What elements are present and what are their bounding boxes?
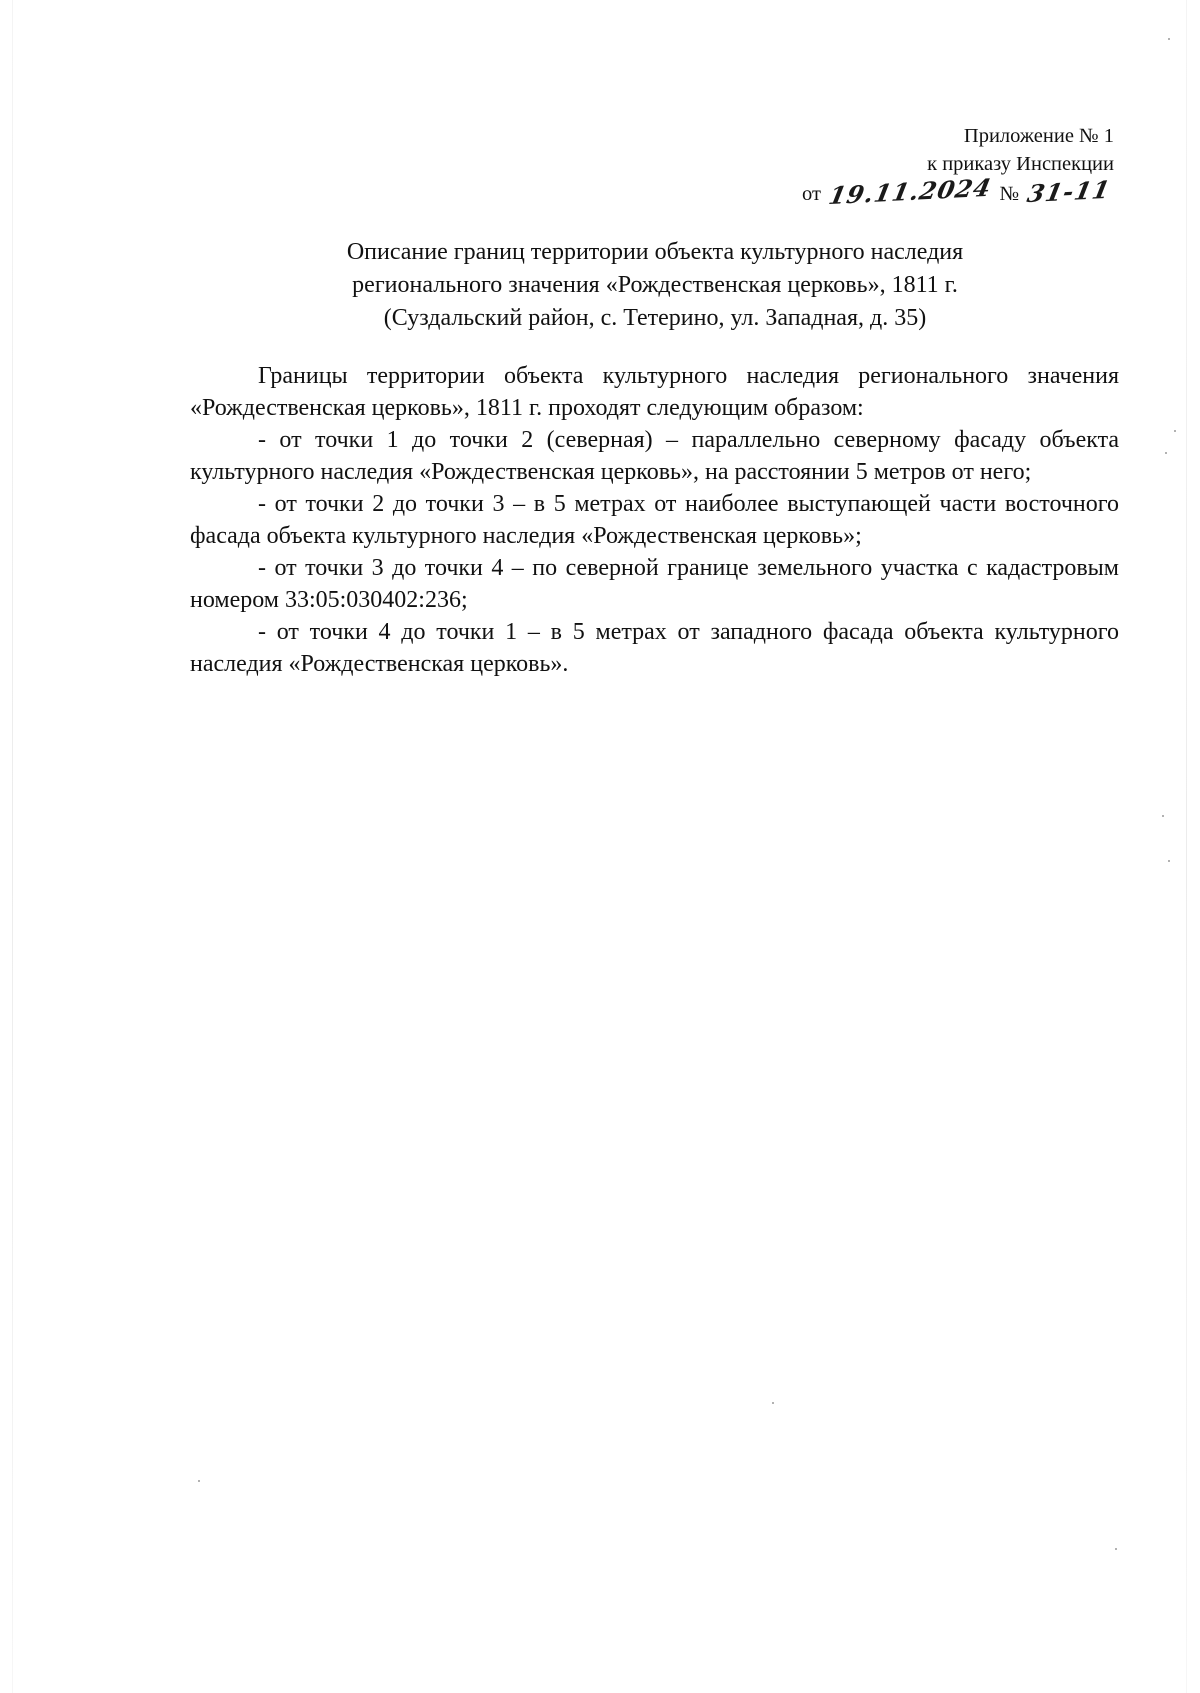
from-label: от [802,183,821,205]
scan-speck [1168,38,1170,40]
paragraph: - от точки 4 до точки 1 – в 5 метрах от западного фасада объекта культурного наследия «Рождественская церковь». [190,619,1119,677]
handwritten-order-number: 31-11 [1025,174,1114,209]
paragraph: Границы территории объекта культурного наследия регионального значения «Рождественская церковь», 1811 г. проходят следующим образом: [190,363,1119,421]
scan-edge-shadow [12,0,13,1693]
document-title [190,236,1120,335]
title-line: регионального значения «Рождественская церковь», 1811 г. [352,272,958,298]
scan-speck [1168,860,1170,862]
scan-edge-shadow [1186,0,1187,1693]
appendix-number: Приложение № 1 [963,125,1114,147]
scan-speck [1165,452,1167,454]
scan-speck [772,1402,774,1404]
handwritten-date: 19.11.2024 [826,172,995,211]
paragraph: - от точки 1 до точки 2 (северная) – параллельно северному фасаду объекта культурного наследия «Рождественская церковь», на расстоянии 5 метров от него; [190,427,1119,485]
title-line: (Суздальский район, с. Тетерино, ул. Западная, д. 35) [383,305,927,331]
title-line: Описание границ территории объекта культурного наследия [346,239,964,265]
scan-speck [1162,815,1164,817]
paragraph: - от точки 2 до точки 3 – в 5 метрах от наиболее выступающей части восточного фасада объекта культурного наследия «Рождественская церковь»; [190,491,1119,549]
paragraph: - от точки 3 до точки 4 – по северной границе земельного участка с кадастровым номером 33:05:030402:236; [190,555,1119,613]
appendix-order-ref: к приказу Инспекции [927,153,1114,175]
document-body [190,360,1119,680]
number-label: № [999,183,1020,205]
scan-speck [1115,1548,1117,1550]
scan-speck [198,1480,200,1482]
appendix-header [802,122,1114,211]
scan-speck [1174,430,1176,432]
appendix-date-line [802,172,1114,211]
